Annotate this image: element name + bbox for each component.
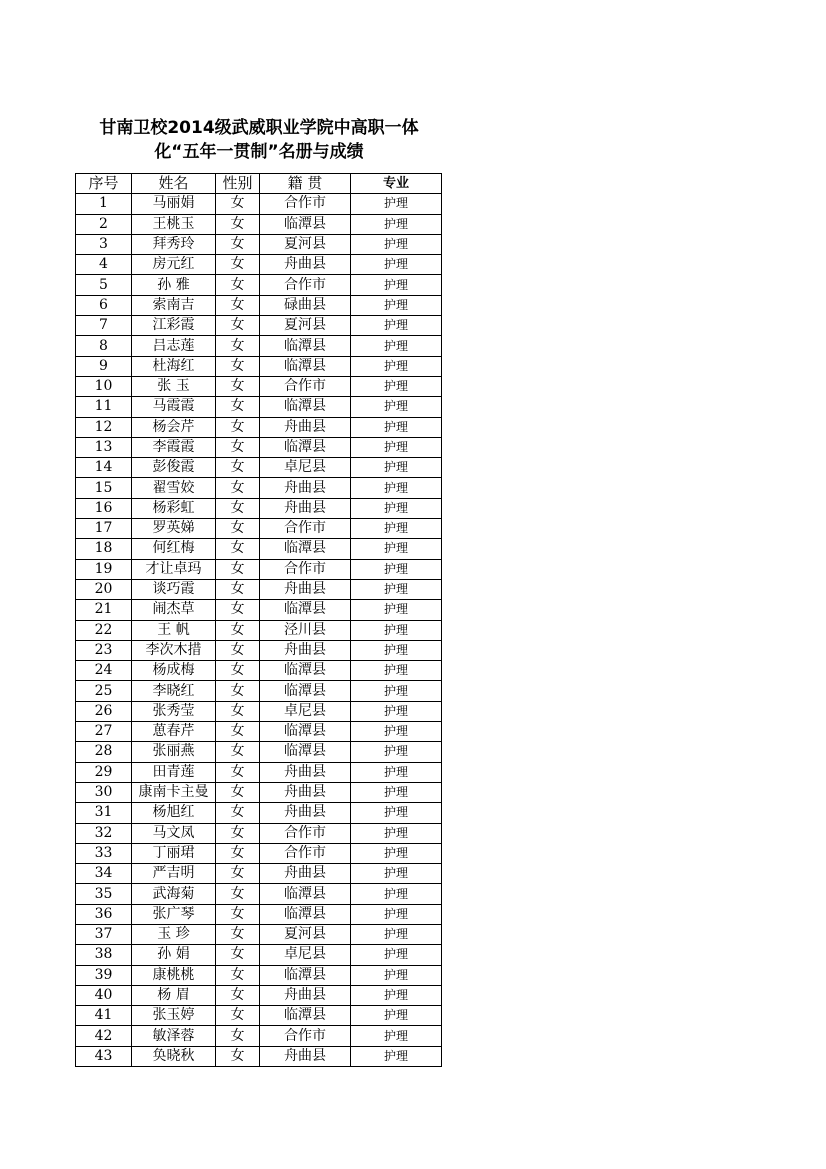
- cell-sex: 女: [216, 519, 260, 539]
- table-row: [76, 194, 442, 214]
- table-row: [76, 234, 442, 254]
- header-origin: 籍 贯: [260, 174, 351, 194]
- cell-major: 护理: [351, 559, 442, 579]
- cell-major: 护理: [351, 762, 442, 782]
- cell-origin: 泾川县: [260, 620, 351, 640]
- cell-origin: 舟曲县: [260, 985, 351, 1005]
- cell-major: 护理: [351, 965, 442, 985]
- table-row: [76, 945, 442, 965]
- table-row: [76, 640, 442, 660]
- cell-name: 吕志莲: [132, 336, 216, 356]
- cell-name: 翟雪姣: [132, 478, 216, 498]
- table-row: [76, 762, 442, 782]
- cell-sex: 女: [216, 640, 260, 660]
- cell-origin: 临潭县: [260, 437, 351, 457]
- cell-sex: 女: [216, 600, 260, 620]
- table-header-row: [76, 174, 442, 194]
- cell-origin: 临潭县: [260, 397, 351, 417]
- cell-major: 护理: [351, 275, 442, 295]
- cell-origin: 临潭县: [260, 904, 351, 924]
- cell-sex: 女: [216, 722, 260, 742]
- table-row: [76, 437, 442, 457]
- cell-major: 护理: [351, 539, 442, 559]
- document-title: [74, 116, 444, 164]
- cell-no: 26: [76, 701, 132, 721]
- cell-origin: 舟曲县: [260, 417, 351, 437]
- table-row: [76, 884, 442, 904]
- title-line-2: 化“五年一贯制”名册与成绩: [154, 142, 364, 162]
- cell-no: 21: [76, 600, 132, 620]
- cell-name: 索南吉: [132, 295, 216, 315]
- cell-no: 4: [76, 255, 132, 275]
- cell-origin: 夏河县: [260, 924, 351, 944]
- table-row: [76, 742, 442, 762]
- cell-name: 杨成梅: [132, 661, 216, 681]
- cell-major: 护理: [351, 1006, 442, 1026]
- cell-sex: 女: [216, 620, 260, 640]
- cell-major: 护理: [351, 316, 442, 336]
- cell-sex: 女: [216, 965, 260, 985]
- cell-sex: 女: [216, 234, 260, 254]
- cell-name: 江彩霞: [132, 316, 216, 336]
- cell-name: 李霞霞: [132, 437, 216, 457]
- cell-no: 33: [76, 843, 132, 863]
- table-row: [76, 579, 442, 599]
- cell-name: 王桃玉: [132, 214, 216, 234]
- table-row: [76, 519, 442, 539]
- cell-no: 39: [76, 965, 132, 985]
- cell-name: 张秀莹: [132, 701, 216, 721]
- cell-origin: 临潭县: [260, 884, 351, 904]
- cell-name: 孙 娟: [132, 945, 216, 965]
- table-row: [76, 782, 442, 802]
- table-row: [76, 1026, 442, 1046]
- cell-sex: 女: [216, 356, 260, 376]
- table-body: [76, 194, 442, 1067]
- cell-origin: 临潭县: [260, 661, 351, 681]
- cell-no: 41: [76, 1006, 132, 1026]
- cell-sex: 女: [216, 498, 260, 518]
- cell-sex: 女: [216, 316, 260, 336]
- table-row: [76, 356, 442, 376]
- cell-major: 护理: [351, 234, 442, 254]
- cell-name: 杨 眉: [132, 985, 216, 1005]
- cell-no: 30: [76, 782, 132, 802]
- cell-major: 护理: [351, 458, 442, 478]
- cell-sex: 女: [216, 904, 260, 924]
- cell-origin: 临潭县: [260, 600, 351, 620]
- table-row: [76, 539, 442, 559]
- cell-sex: 女: [216, 255, 260, 275]
- cell-origin: 临潭县: [260, 539, 351, 559]
- cell-origin: 碌曲县: [260, 295, 351, 315]
- cell-major: 护理: [351, 437, 442, 457]
- cell-sex: 女: [216, 762, 260, 782]
- cell-name: 张玉婷: [132, 1006, 216, 1026]
- cell-name: 张丽燕: [132, 742, 216, 762]
- table-row: [76, 559, 442, 579]
- cell-no: 12: [76, 417, 132, 437]
- cell-major: 护理: [351, 1046, 442, 1066]
- table-row: [76, 295, 442, 315]
- cell-sex: 女: [216, 194, 260, 214]
- table-row: [76, 316, 442, 336]
- cell-no: 7: [76, 316, 132, 336]
- cell-no: 37: [76, 924, 132, 944]
- cell-no: 40: [76, 985, 132, 1005]
- cell-sex: 女: [216, 214, 260, 234]
- cell-name: 奂晓秋: [132, 1046, 216, 1066]
- cell-origin: 舟曲县: [260, 803, 351, 823]
- cell-no: 32: [76, 823, 132, 843]
- cell-no: 16: [76, 498, 132, 518]
- cell-name: 敏泽蓉: [132, 1026, 216, 1046]
- cell-major: 护理: [351, 843, 442, 863]
- cell-no: 2: [76, 214, 132, 234]
- table-row: [76, 965, 442, 985]
- cell-sex: 女: [216, 864, 260, 884]
- table-row: [76, 478, 442, 498]
- cell-sex: 女: [216, 681, 260, 701]
- cell-no: 42: [76, 1026, 132, 1046]
- table-row: [76, 275, 442, 295]
- cell-name: 罗英娣: [132, 519, 216, 539]
- cell-origin: 合作市: [260, 376, 351, 396]
- cell-no: 27: [76, 722, 132, 742]
- cell-name: 何红梅: [132, 539, 216, 559]
- cell-major: 护理: [351, 356, 442, 376]
- cell-major: 护理: [351, 945, 442, 965]
- cell-no: 10: [76, 376, 132, 396]
- table-row: [76, 924, 442, 944]
- cell-no: 29: [76, 762, 132, 782]
- table-row: [76, 1046, 442, 1066]
- cell-sex: 女: [216, 295, 260, 315]
- cell-no: 9: [76, 356, 132, 376]
- cell-name: 杨彩虹: [132, 498, 216, 518]
- table-row: [76, 458, 442, 478]
- cell-name: 谈巧霞: [132, 579, 216, 599]
- cell-origin: 临潭县: [260, 214, 351, 234]
- table-row: [76, 336, 442, 356]
- cell-sex: 女: [216, 782, 260, 802]
- table-row: [76, 661, 442, 681]
- cell-major: 护理: [351, 1026, 442, 1046]
- table-row: [76, 681, 442, 701]
- table-row: [76, 498, 442, 518]
- cell-origin: 合作市: [260, 275, 351, 295]
- table-row: [76, 600, 442, 620]
- cell-sex: 女: [216, 823, 260, 843]
- cell-major: 护理: [351, 214, 442, 234]
- cell-no: 38: [76, 945, 132, 965]
- cell-sex: 女: [216, 437, 260, 457]
- cell-origin: 临潭县: [260, 742, 351, 762]
- cell-no: 3: [76, 234, 132, 254]
- cell-no: 1: [76, 194, 132, 214]
- cell-sex: 女: [216, 803, 260, 823]
- cell-sex: 女: [216, 1046, 260, 1066]
- cell-sex: 女: [216, 1006, 260, 1026]
- cell-no: 34: [76, 864, 132, 884]
- cell-name: 才让卓玛: [132, 559, 216, 579]
- table-row: [76, 397, 442, 417]
- cell-no: 31: [76, 803, 132, 823]
- cell-name: 康南卡主曼: [132, 782, 216, 802]
- cell-major: 护理: [351, 376, 442, 396]
- cell-origin: 合作市: [260, 843, 351, 863]
- cell-name: 玉 珍: [132, 924, 216, 944]
- cell-no: 13: [76, 437, 132, 457]
- cell-major: 护理: [351, 803, 442, 823]
- cell-origin: 夏河县: [260, 316, 351, 336]
- cell-name: 康桃桃: [132, 965, 216, 985]
- table-row: [76, 864, 442, 884]
- cell-origin: 舟曲县: [260, 1046, 351, 1066]
- header-major: 专业: [351, 174, 442, 194]
- cell-major: 护理: [351, 295, 442, 315]
- cell-no: 19: [76, 559, 132, 579]
- cell-sex: 女: [216, 843, 260, 863]
- cell-origin: 舟曲县: [260, 255, 351, 275]
- cell-origin: 合作市: [260, 559, 351, 579]
- cell-sex: 女: [216, 275, 260, 295]
- cell-origin: 临潭县: [260, 1006, 351, 1026]
- cell-name: 马丽娟: [132, 194, 216, 214]
- cell-major: 护理: [351, 904, 442, 924]
- cell-origin: 临潭县: [260, 722, 351, 742]
- cell-origin: 夏河县: [260, 234, 351, 254]
- cell-sex: 女: [216, 985, 260, 1005]
- cell-no: 23: [76, 640, 132, 660]
- cell-major: 护理: [351, 661, 442, 681]
- cell-major: 护理: [351, 478, 442, 498]
- cell-major: 护理: [351, 782, 442, 802]
- cell-sex: 女: [216, 417, 260, 437]
- cell-origin: 卓尼县: [260, 458, 351, 478]
- header-no: 序号: [76, 174, 132, 194]
- cell-name: 张 玉: [132, 376, 216, 396]
- cell-sex: 女: [216, 458, 260, 478]
- cell-no: 6: [76, 295, 132, 315]
- cell-no: 24: [76, 661, 132, 681]
- cell-major: 护理: [351, 823, 442, 843]
- cell-no: 15: [76, 478, 132, 498]
- table-row: [76, 843, 442, 863]
- cell-no: 8: [76, 336, 132, 356]
- cell-origin: 合作市: [260, 194, 351, 214]
- cell-no: 5: [76, 275, 132, 295]
- cell-major: 护理: [351, 640, 442, 660]
- table-row: [76, 722, 442, 742]
- cell-sex: 女: [216, 539, 260, 559]
- table-row: [76, 376, 442, 396]
- cell-origin: 卓尼县: [260, 945, 351, 965]
- cell-name: 武海菊: [132, 884, 216, 904]
- cell-sex: 女: [216, 336, 260, 356]
- cell-name: 李晓红: [132, 681, 216, 701]
- table-row: [76, 803, 442, 823]
- cell-major: 护理: [351, 417, 442, 437]
- cell-major: 护理: [351, 519, 442, 539]
- cell-name: 马霞霞: [132, 397, 216, 417]
- table-row: [76, 214, 442, 234]
- cell-origin: 舟曲县: [260, 864, 351, 884]
- cell-major: 护理: [351, 722, 442, 742]
- table-row: [76, 701, 442, 721]
- cell-origin: 临潭县: [260, 336, 351, 356]
- header-sex: 性别: [216, 174, 260, 194]
- cell-name: 杨旭红: [132, 803, 216, 823]
- cell-major: 护理: [351, 498, 442, 518]
- cell-sex: 女: [216, 884, 260, 904]
- cell-origin: 合作市: [260, 823, 351, 843]
- table-row: [76, 985, 442, 1005]
- cell-major: 护理: [351, 579, 442, 599]
- table-row: [76, 904, 442, 924]
- cell-origin: 合作市: [260, 1026, 351, 1046]
- table-row: [76, 1006, 442, 1026]
- cell-sex: 女: [216, 661, 260, 681]
- cell-origin: 临潭县: [260, 965, 351, 985]
- cell-no: 25: [76, 681, 132, 701]
- header-name: 姓名: [132, 174, 216, 194]
- cell-origin: 舟曲县: [260, 640, 351, 660]
- cell-major: 护理: [351, 620, 442, 640]
- table-row: [76, 620, 442, 640]
- cell-name: 马文凤: [132, 823, 216, 843]
- cell-origin: 舟曲县: [260, 579, 351, 599]
- cell-name: 杨会芹: [132, 417, 216, 437]
- cell-origin: 临潭县: [260, 356, 351, 376]
- cell-sex: 女: [216, 945, 260, 965]
- cell-sex: 女: [216, 1026, 260, 1046]
- cell-name: 葸春芹: [132, 722, 216, 742]
- cell-no: 14: [76, 458, 132, 478]
- cell-name: 房元红: [132, 255, 216, 275]
- cell-sex: 女: [216, 397, 260, 417]
- cell-no: 11: [76, 397, 132, 417]
- cell-no: 36: [76, 904, 132, 924]
- cell-name: 张广琴: [132, 904, 216, 924]
- cell-origin: 卓尼县: [260, 701, 351, 721]
- title-line-1: 甘南卫校2014级武威职业学院中高职一体: [99, 118, 419, 138]
- student-roster-table: [75, 173, 442, 1067]
- cell-origin: 舟曲县: [260, 782, 351, 802]
- cell-name: 田青莲: [132, 762, 216, 782]
- cell-no: 20: [76, 579, 132, 599]
- cell-sex: 女: [216, 924, 260, 944]
- cell-name: 杜海红: [132, 356, 216, 376]
- cell-major: 护理: [351, 884, 442, 904]
- table-row: [76, 255, 442, 275]
- cell-sex: 女: [216, 579, 260, 599]
- cell-major: 护理: [351, 194, 442, 214]
- cell-name: 彭俊霞: [132, 458, 216, 478]
- cell-name: 丁丽珺: [132, 843, 216, 863]
- cell-no: 18: [76, 539, 132, 559]
- cell-major: 护理: [351, 336, 442, 356]
- cell-major: 护理: [351, 985, 442, 1005]
- cell-name: 闹杰草: [132, 600, 216, 620]
- cell-name: 拜秀玲: [132, 234, 216, 254]
- cell-major: 护理: [351, 600, 442, 620]
- table-row: [76, 417, 442, 437]
- cell-major: 护理: [351, 864, 442, 884]
- cell-sex: 女: [216, 559, 260, 579]
- cell-name: 王 帆: [132, 620, 216, 640]
- cell-major: 护理: [351, 742, 442, 762]
- cell-major: 护理: [351, 701, 442, 721]
- cell-no: 17: [76, 519, 132, 539]
- cell-major: 护理: [351, 924, 442, 944]
- cell-origin: 合作市: [260, 519, 351, 539]
- cell-origin: 舟曲县: [260, 478, 351, 498]
- cell-name: 严吉明: [132, 864, 216, 884]
- cell-sex: 女: [216, 701, 260, 721]
- cell-sex: 女: [216, 478, 260, 498]
- cell-no: 43: [76, 1046, 132, 1066]
- cell-origin: 临潭县: [260, 681, 351, 701]
- cell-major: 护理: [351, 681, 442, 701]
- cell-major: 护理: [351, 255, 442, 275]
- table-row: [76, 823, 442, 843]
- cell-name: 孙 雅: [132, 275, 216, 295]
- cell-origin: 舟曲县: [260, 762, 351, 782]
- cell-no: 28: [76, 742, 132, 762]
- cell-major: 护理: [351, 397, 442, 417]
- cell-sex: 女: [216, 742, 260, 762]
- cell-no: 22: [76, 620, 132, 640]
- cell-no: 35: [76, 884, 132, 904]
- cell-origin: 舟曲县: [260, 498, 351, 518]
- cell-name: 李次木措: [132, 640, 216, 660]
- cell-sex: 女: [216, 376, 260, 396]
